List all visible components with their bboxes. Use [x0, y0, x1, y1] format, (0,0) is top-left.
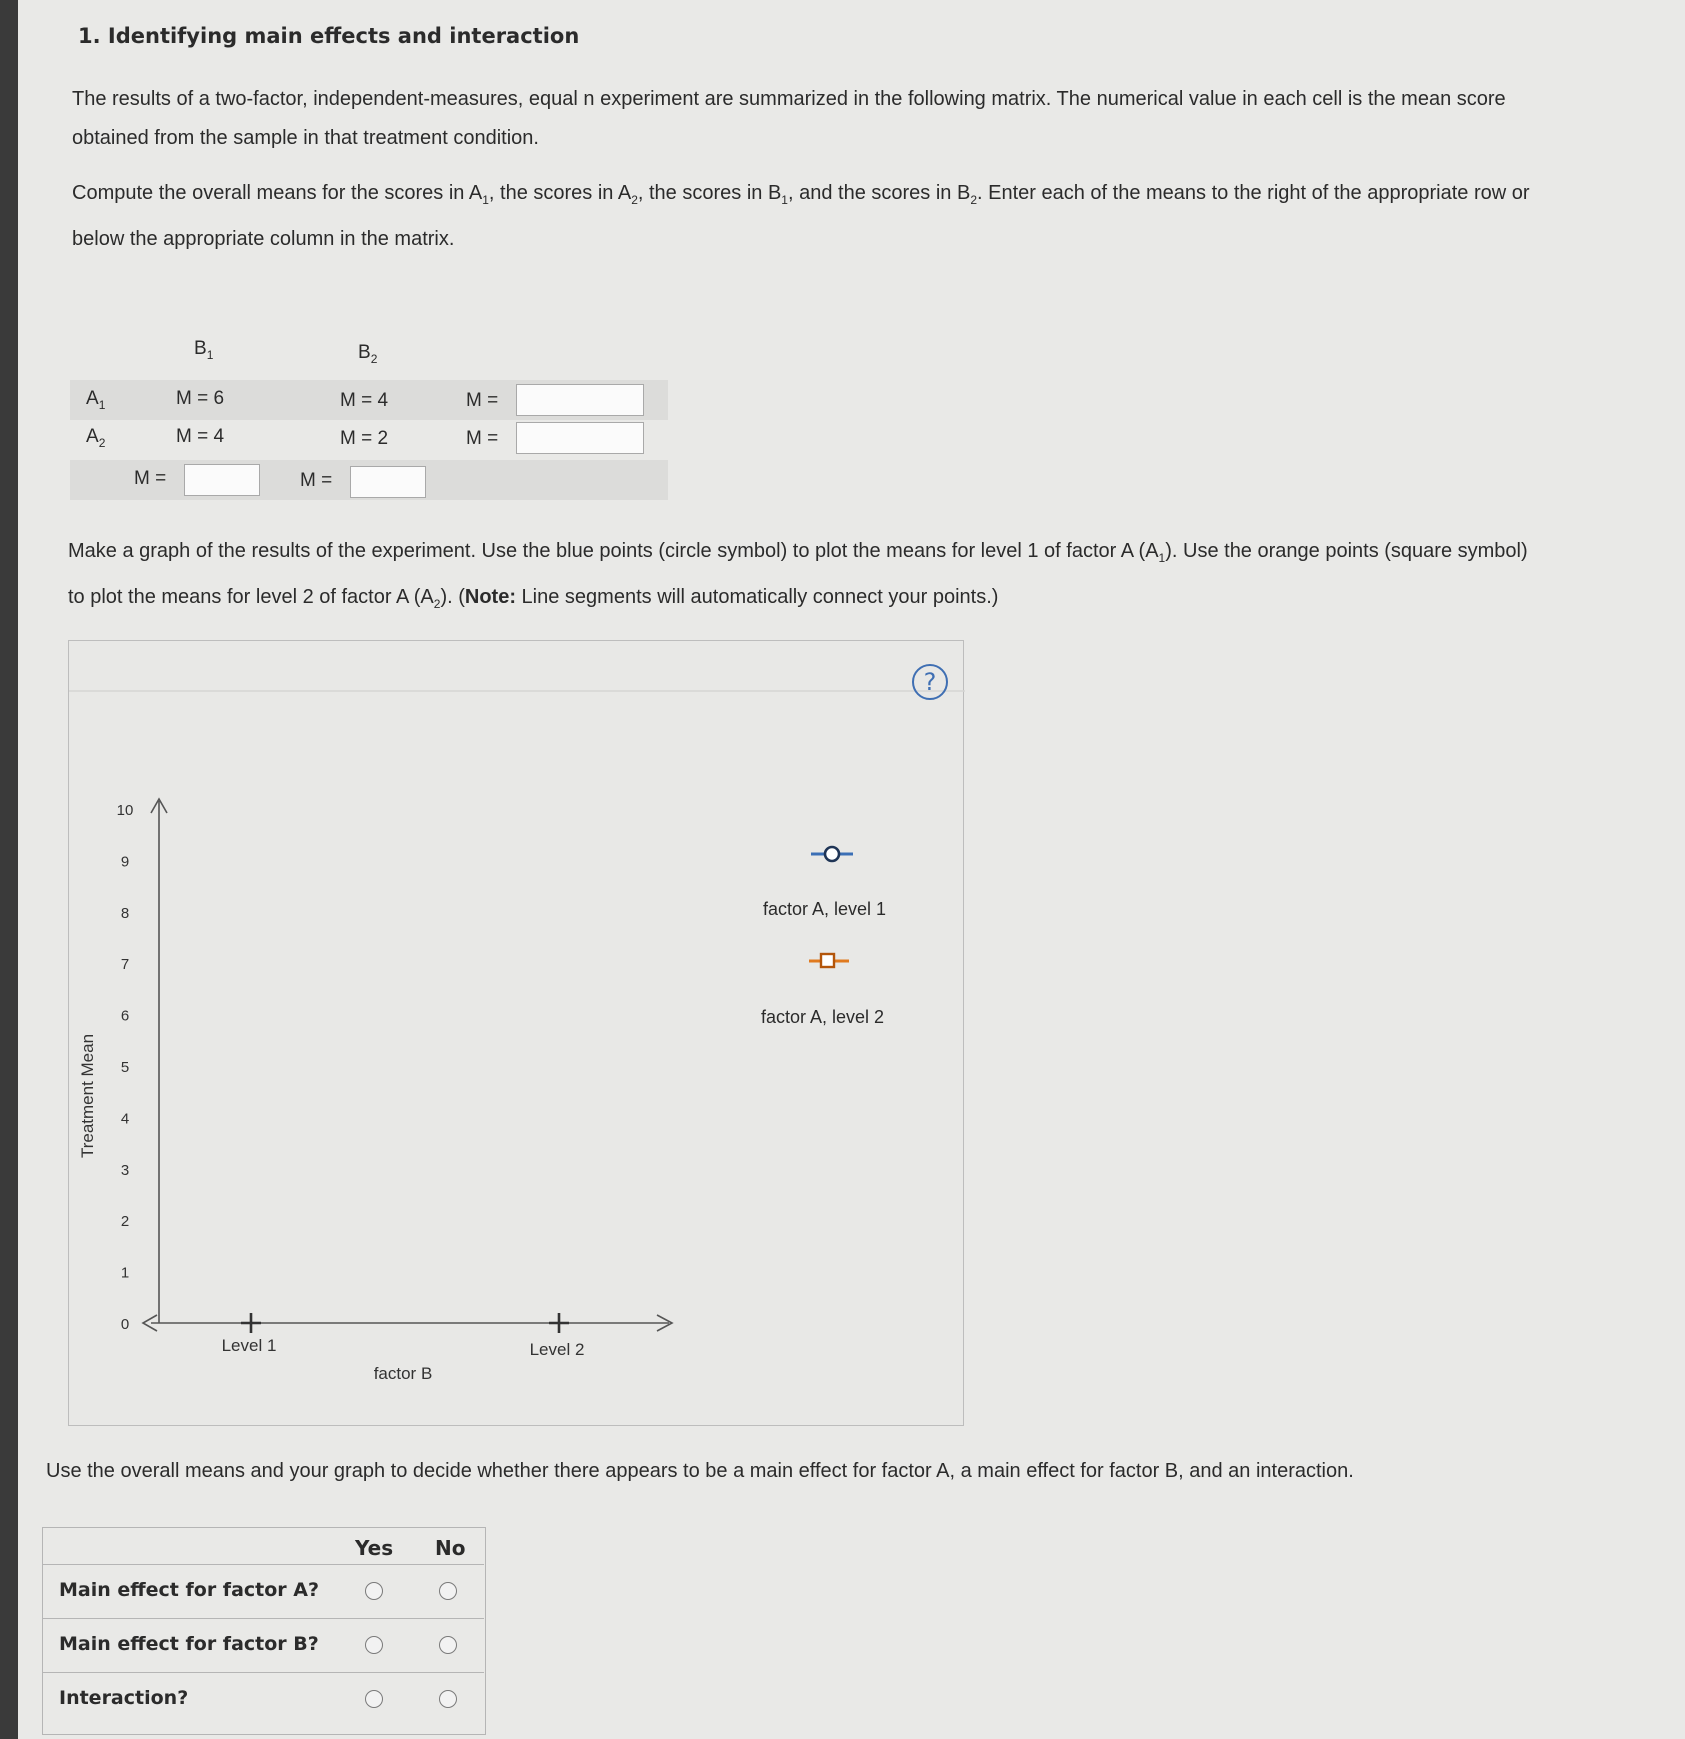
graph-instruction: Make a graph of the results of the experiment. Use the blue points (circle symbol) to plot the means for level 1 of factor A $(A_1)$. Use the orange points (square symbol) to plot the means for level 2 of factor A $(A_2)$. (Note: Line segments will automatically connect your points.) — [68, 540, 1528, 611]
y-tick-label: 0 — [120, 1316, 130, 1333]
y-tick-labels — [117, 802, 134, 1333]
row-total-label-a1: M = — [466, 390, 499, 411]
question-label-factor-a: Main effect for factor A? — [59, 1579, 320, 1601]
row-total-label-a2: M = — [466, 428, 499, 449]
cell-a1b2: M = 4 — [340, 390, 389, 411]
matrix-column-totals — [70, 460, 668, 500]
y-tick-label: 7 — [120, 956, 130, 974]
question-row-factor-b — [43, 1618, 484, 1673]
question-title: 1. Identifying main effects and interaction — [78, 24, 580, 48]
intro-text: The results of a two-factor, independent-measures, equal n experiment are summarized in the following matrix. The numerical value in each cell is the mean score obtained from the sample in that treatment condition. — [72, 88, 1506, 149]
question-row-interaction — [43, 1672, 484, 1727]
question-label-interaction: Interaction? — [59, 1687, 189, 1709]
x-tick-level-1 — [241, 1313, 261, 1333]
header-yes: Yes — [355, 1536, 394, 1560]
legend-square-tool[interactable] — [809, 954, 849, 967]
cell-a1b1: M = 6 — [176, 388, 225, 409]
radio-interaction-no[interactable] — [439, 1690, 457, 1708]
x-tick-label-level-1: Level 1 — [221, 1336, 277, 1355]
decision-instruction: Use the overall means and your graph to decide whether there appears to be a main effect for factor A, a main effect for factor B, and an interaction. — [46, 1460, 1354, 1482]
header-no: No — [435, 1536, 466, 1560]
col-total-label-b1: M = — [134, 468, 167, 489]
x-axis-label: factor B — [373, 1364, 433, 1383]
help-icon[interactable]: ? — [912, 664, 948, 700]
y-tick-label: 10 — [116, 802, 134, 819]
col-header-b1: $B_1$ — [194, 338, 214, 362]
y-tick-label: 9 — [120, 853, 130, 871]
matrix-row-a1 — [70, 380, 668, 420]
decision-table — [42, 1527, 486, 1735]
graph-canvas[interactable] — [69, 641, 965, 1427]
y-tick-label: 5 — [120, 1059, 130, 1076]
y-tick-label: 6 — [120, 1007, 130, 1025]
matrix-row-a2 — [70, 420, 668, 460]
cell-a2b2: M = 2 — [340, 428, 389, 449]
compute-instruction: Compute the overall means for the scores in $A_1$, the scores in $A_2$, the scores in $B_1$, and the scores in $B_2$. Enter each of the means to the right of the appropriate row or below the appropriate column in the matrix. — [72, 182, 1530, 250]
square-symbol-icon — [821, 954, 834, 967]
y-tick-label: 8 — [120, 904, 130, 922]
question-row-factor-a — [43, 1564, 484, 1619]
y-tick-label: 3 — [120, 1161, 130, 1179]
legend-label-a1: factor A, level 1 — [763, 899, 887, 919]
cell-a2b1: M = 4 — [176, 426, 225, 447]
x-tick-label-level-2: Level 2 — [529, 1340, 585, 1359]
col-mean-input-b1[interactable] — [184, 464, 260, 496]
means-matrix — [70, 330, 668, 502]
y-tick-label: 4 — [120, 1110, 130, 1128]
y-tick-label: 2 — [120, 1213, 130, 1231]
radio-factor-b-no[interactable] — [439, 1636, 457, 1654]
circle-symbol-icon — [825, 847, 839, 861]
radio-factor-a-no[interactable] — [439, 1582, 457, 1600]
graph-panel[interactable] — [68, 640, 964, 1426]
legend-label-a2: factor A, level 2 — [761, 1007, 885, 1027]
radio-factor-b-yes[interactable] — [365, 1636, 383, 1654]
legend-circle-tool[interactable] — [811, 847, 853, 861]
radio-factor-a-yes[interactable] — [365, 1582, 383, 1600]
radio-interaction-yes[interactable] — [365, 1690, 383, 1708]
row-mean-input-a1[interactable] — [516, 384, 644, 416]
x-tick-level-2 — [549, 1313, 569, 1333]
row-header-a2: $A_2$ — [86, 426, 106, 450]
col-mean-input-b2[interactable] — [350, 466, 426, 498]
question-label-factor-b: Main effect for factor B? — [59, 1633, 319, 1655]
y-tick-label: 1 — [120, 1264, 130, 1282]
col-header-b2: $B_2$ — [358, 342, 378, 366]
photo-edge — [0, 0, 18, 1739]
y-axis-label: Treatment Mean — [78, 1033, 97, 1159]
row-header-a1: $A_1$ — [86, 388, 106, 412]
row-mean-input-a2[interactable] — [516, 422, 644, 454]
col-total-label-b2: M = — [300, 470, 333, 491]
